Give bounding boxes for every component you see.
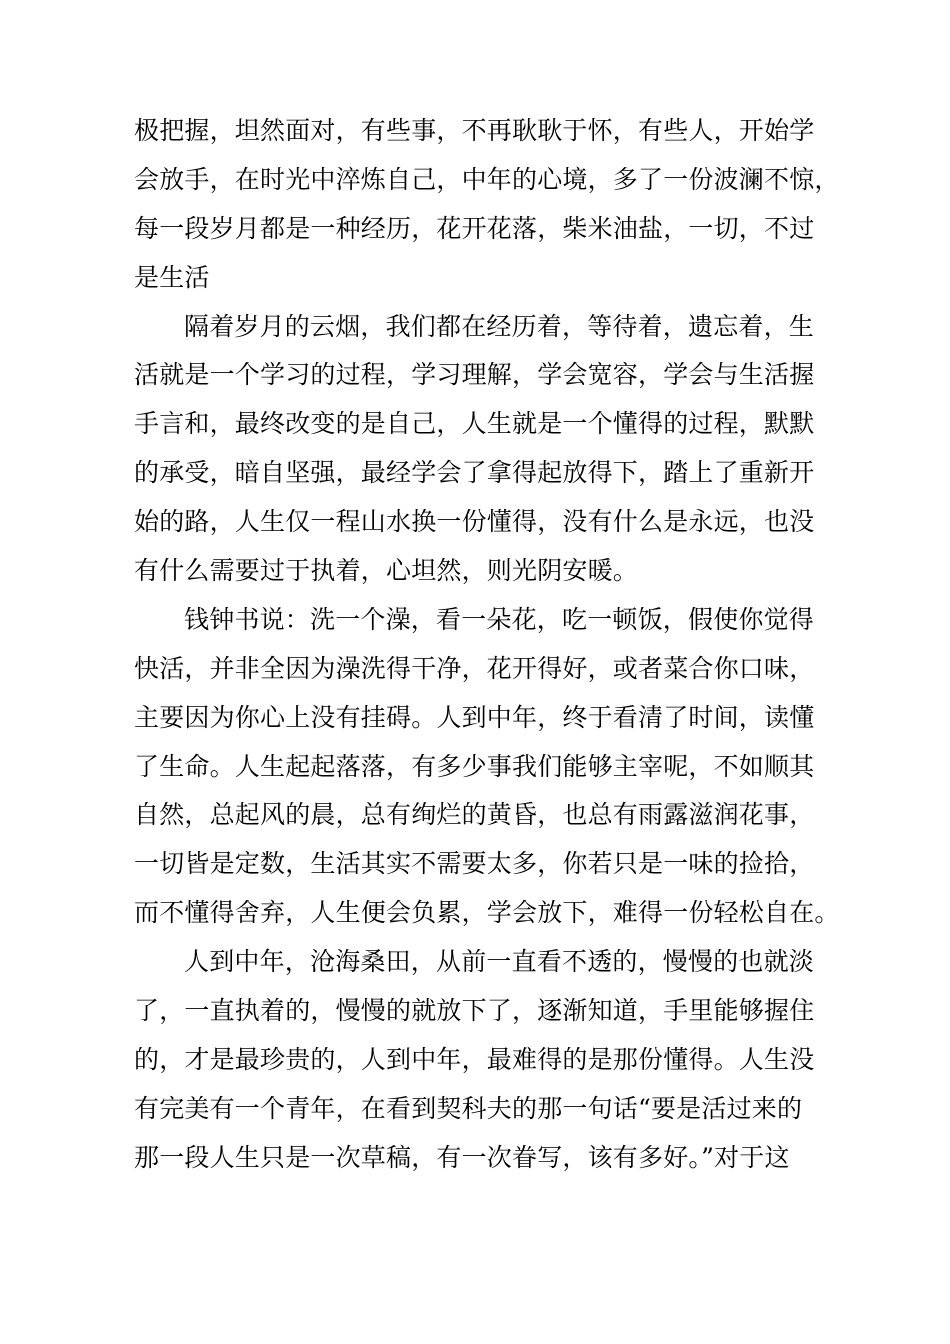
text-line: 的，才是最珍贵的，人到中年，最难得的是那份懂得。人生没	[134, 1044, 815, 1074]
text-line: 有完美有一个青年，在看到契科夫的那一句话“要是活过来的	[134, 1093, 803, 1123]
text-line: 人到中年，沧海桑田，从前一直看不透的，慢慢的也就淡	[184, 947, 815, 977]
text-line: 而不懂得舍弃，人生便会负累，学会放下，难得一份轻松自在。	[134, 898, 840, 928]
text-line: 自然，总起风的晨，总有绚烂的黄昏，也总有雨露滋润花事，	[134, 800, 815, 830]
text-line: 隔着岁月的云烟，我们都在经历着，等待着，遗忘着，生	[184, 311, 815, 341]
text-line: 那一段人生只是一次草稿，有一次眷写，该有多好。”对于这	[134, 1142, 790, 1172]
text-line: 会放手，在时光中淬炼自己，中年的心境，多了一份波澜不惊，	[134, 164, 840, 194]
text-line: 手言和，最终改变的是自己，人生就是一个懂得的过程，默默	[134, 409, 815, 439]
paragraph-4	[134, 938, 834, 1182]
text-line: 活就是一个学习的过程，学习理解，学会宽容，学会与生活握	[134, 360, 815, 390]
text-line: 始的路，人生仅一程山水换一份懂得，没有什么是永远，也没	[134, 507, 815, 537]
paragraph-1	[134, 107, 840, 303]
text-line: 主要因为你心上没有挂碍。人到中年，终于看清了时间，读懂	[134, 702, 815, 732]
text-line: 每一段岁月都是一种经历，花开花落，柴米油盐，一切，不过	[134, 213, 815, 243]
paragraph-2	[134, 303, 834, 596]
text-line: 有什么需要过于执着，心坦然，则光阴安暖。	[134, 556, 639, 586]
text-line: 的承受，暗自坚强，最经学会了拿得起放得下，踏上了重新开	[134, 458, 815, 488]
text-line: 是生活	[134, 262, 210, 292]
text-line: 极把握，坦然面对，有些事，不再耿耿于怀，有些人，开始学	[134, 116, 815, 145]
text-line: 快活，并非全因为澡洗得干净，花开得好，或者菜合你口味，	[134, 653, 815, 683]
text-line: 了生命。人生起起落落，有多少事我们能够主宰呢，不如顺其	[134, 751, 815, 781]
text-line: 一切皆是定数，生活其实不需要太多，你若只是一味的捡拾，	[134, 849, 815, 879]
paragraph-3	[134, 596, 840, 938]
document-body	[134, 107, 840, 1183]
text-line: 钱钟书说：洗一个澡，看一朵花，吃一顿饭，假使你觉得	[184, 604, 815, 634]
text-line: 了，一直执着的，慢慢的就放下了，逐渐知道，手里能够握住	[134, 996, 815, 1026]
